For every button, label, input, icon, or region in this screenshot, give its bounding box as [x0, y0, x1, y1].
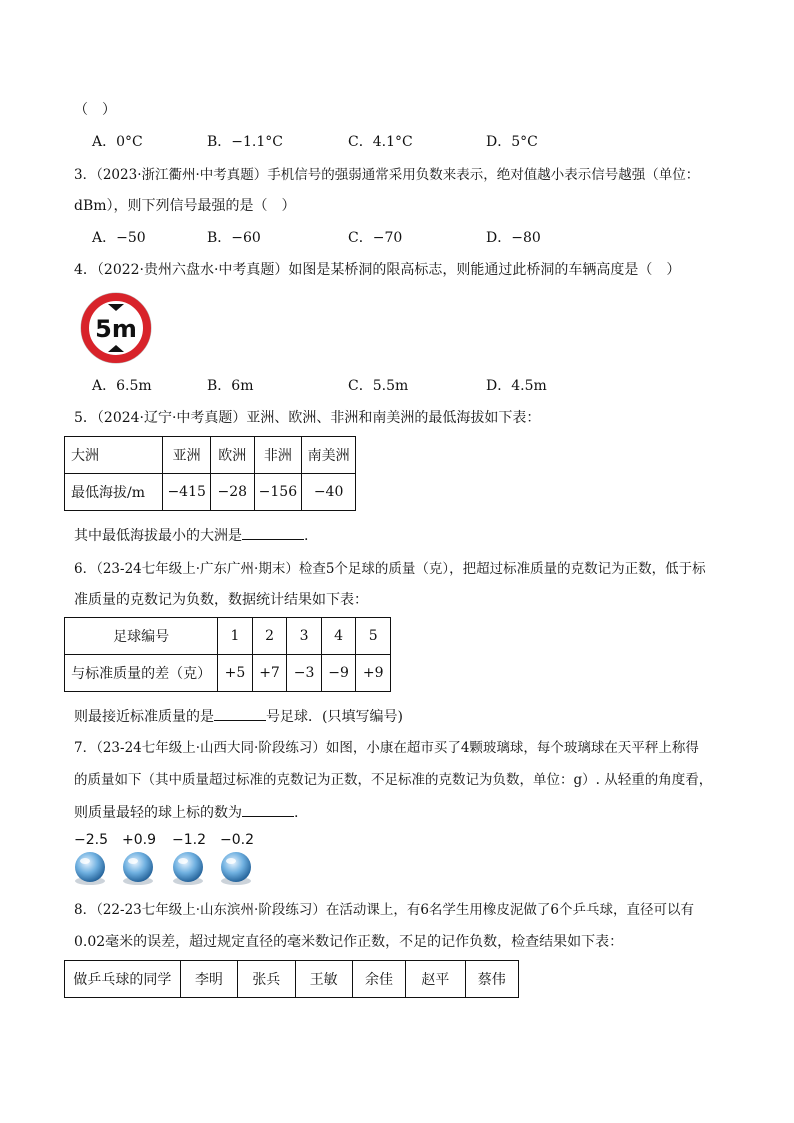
q7-question	[74, 802, 298, 823]
glass-ball-icon	[218, 850, 254, 886]
q5-question-suffix: .	[304, 528, 309, 544]
q6-question-suffix: 号足球．(只填写编号)	[266, 709, 403, 725]
table-row	[65, 655, 391, 692]
glass-ball-icon	[72, 850, 108, 886]
q6-stem-line2: 准质量的克数记为负数，数据统计结果如下表：	[74, 592, 368, 608]
q3-option-b: B．−60	[207, 230, 261, 246]
q2-option-d: D．5°C	[486, 134, 538, 150]
table-cell: 1	[218, 618, 253, 655]
table-cell: +9	[356, 655, 391, 692]
glass-ball-icon	[170, 850, 206, 886]
q5-table	[64, 436, 356, 511]
q2-option-a: A．0°C	[92, 134, 143, 150]
glass-ball-icon	[120, 850, 156, 886]
table-row	[65, 474, 356, 511]
q4-stem: 4．（2022·贵州六盘水·中考真题）如图是某桥洞的限高标志，则能通过此桥洞的车辆高度是（ ）	[74, 262, 681, 278]
table-cell: 2	[252, 618, 287, 655]
table-cell: 余佳	[352, 961, 405, 998]
answer-blank[interactable]	[214, 706, 266, 721]
q3-stem-line1: 3．（2023·浙江衢州·中考真题）手机信号的强弱通常采用负数来表示，绝对值越小表示信号越强（单位：	[74, 167, 700, 183]
table-cell: 足球编号	[65, 618, 218, 655]
ball-label: −1.2	[172, 832, 206, 848]
q4-option-a: A．6.5m	[92, 378, 152, 394]
q3-stem-line2: dBm），则下列信号最强的是（ ）	[74, 198, 296, 214]
q6-question	[74, 706, 403, 727]
table-cell: −28	[210, 474, 254, 511]
answer-blank[interactable]	[242, 525, 304, 540]
q6-question-prefix: 则最接近标准质量的是	[74, 709, 214, 725]
q7-question-prefix: 则质量最轻的球上标的数为	[74, 805, 242, 821]
table-cell: 南美洲	[302, 437, 356, 474]
table-cell: 3	[287, 618, 322, 655]
sign-label: 5m	[95, 315, 137, 343]
table-cell: 5	[356, 618, 391, 655]
q4-option-d: D．4.5m	[486, 378, 547, 394]
q2-option-c: C．4.1°C	[348, 134, 413, 150]
q8-stem-line2: 0.02毫米的误差，超过规定直径的毫米数记作正数，不足的记作负数，检查结果如下表：	[74, 934, 624, 950]
table-cell: −415	[163, 474, 211, 511]
q4-option-c: C．5.5m	[348, 378, 409, 394]
ball-label: −2.5	[74, 832, 108, 848]
q2-paren: （ ）	[74, 102, 116, 118]
table-cell: 亚洲	[163, 437, 211, 474]
table-cell: −40	[302, 474, 356, 511]
q4-option-b: B．6m	[207, 378, 254, 394]
table-cell: −9	[321, 655, 356, 692]
table-cell: 赵平	[406, 961, 465, 998]
q3-option-d: D．−80	[486, 230, 541, 246]
table-cell: 李明	[180, 961, 237, 998]
q6-table	[64, 617, 391, 692]
table-cell: 非洲	[254, 437, 302, 474]
q8-stem-line1: 8．（22-23七年级上·山东滨州·阶段练习）在活动课上，有6名学生用橡皮泥做了6个乒乓球，直径可以有	[74, 902, 695, 918]
q7-question-suffix: .	[294, 805, 299, 821]
table-cell: −3	[287, 655, 322, 692]
q7-stem-line2: 的质量如下（其中质量超过标准的克数记为正数，不足标准的克数记为负数，单位：g）. 从轻重的角度看，	[74, 772, 713, 788]
table-row	[65, 618, 391, 655]
table-cell: 张兵	[238, 961, 295, 998]
q3-option-c: C．−70	[348, 230, 403, 246]
table-cell: 最低海拔/m	[65, 474, 163, 511]
table-cell: 蔡伟	[465, 961, 518, 998]
table-cell: 做乒乓球的同学	[65, 961, 181, 998]
table-row	[65, 437, 356, 474]
q5-question	[74, 525, 308, 546]
q8-table	[64, 960, 519, 998]
q3-option-a: A．−50	[92, 230, 146, 246]
table-cell: 王敏	[295, 961, 352, 998]
table-cell: +7	[252, 655, 287, 692]
ball-label: +0.9	[122, 832, 156, 848]
table-cell: −156	[254, 474, 302, 511]
table-cell: 4	[321, 618, 356, 655]
q6-stem-line1: 6．（23-24七年级上·广东广州·期末）检查5个足球的质量（克），把超过标准质量的克数记为正数，低于标	[74, 561, 706, 577]
q5-stem: 5．（2024·辽宁·中考真题）亚洲、欧洲、非洲和南美洲的最低海拔如下表：	[74, 410, 541, 426]
table-row	[65, 961, 519, 998]
answer-blank[interactable]	[242, 802, 294, 817]
table-cell: 大洲	[65, 437, 163, 474]
table-cell: +5	[218, 655, 253, 692]
q7-stem-line1: 7．（23-24七年级上·山西大同·阶段练习）如图，小康在超市买了4颗玻璃球，每个玻璃球在天平秤上称得	[74, 740, 699, 756]
q2-option-b: B．−1.1°C	[207, 134, 283, 150]
ball-label: −0.2	[220, 832, 254, 848]
table-cell: 与标准质量的差（克）	[65, 655, 218, 692]
height-limit-sign-icon	[80, 292, 152, 364]
q5-question-prefix: 其中最低海拔最小的大洲是	[74, 528, 242, 544]
table-cell: 欧洲	[210, 437, 254, 474]
